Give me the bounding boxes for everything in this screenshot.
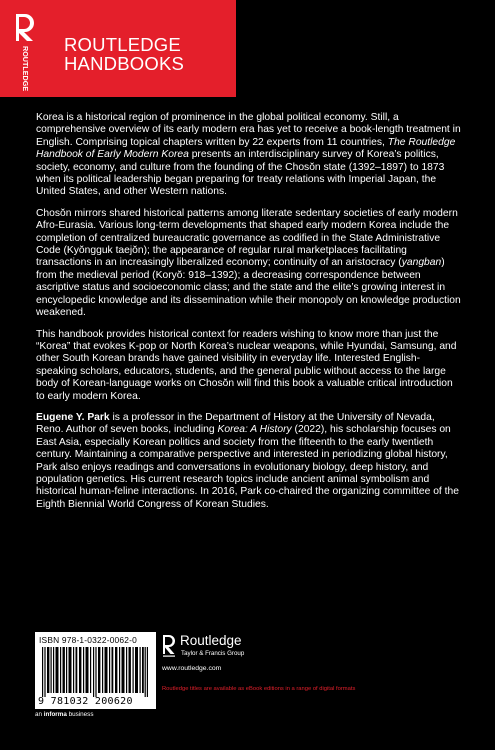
series-banner [0, 0, 236, 97]
description-paragraph-3: This handbook provides historical context for readers wishing to know more than just the “Korea” that evokes K-pop or North Korea’s nuclear weapons, while Hyundai, Samsung, and other South Korean brands have gained visibility in everyday life. Interested English-speaking scholars, educators, students, and the general public without access to the large body of Korean-language works on Chosŏn will find this book a valuable critical introduction to early modern Korea. [36, 328, 457, 402]
informa-business: an informa business [35, 711, 94, 718]
term-yangban: yangban [401, 257, 442, 269]
logo-wordmark: ROUTLEDGE [21, 46, 31, 92]
publisher-website: www.routledge.com [162, 665, 222, 672]
barcode-icon [42, 647, 148, 697]
description-paragraph-1: Korea is a historical region of prominence in the global political economy. Still, a comprehensive overview of its early modern era has yet to receive a book-length treatment in English. Comprising topical chapters written by 22 experts from 11 countries, The Routledge Handbook of Early Modern Korea presents an interdisciplinary survey of Korea’s politics, society, economy, and culture from the founding of the Chosŏn state (1392–1897) to 1873 when its political leadership began preparing for treaty relations with Imperial Japan, the United States, and other Western nations. [36, 112, 461, 198]
series-title-line1: ROUTLEDGE [64, 34, 181, 55]
author-book-title: Korea: A History [217, 424, 292, 436]
author-bio: Eugene Y. Park is a professor in the Department of History at the University of Nevada, Reno. Author of seven books, including Korea: A History (2022), his scholarship focuses on East Asia, especially Korean politics and society from the fifteenth to the early twentieth century. Maintaining a comparative perspective and interested in periodizing global history, Park also enjoys readings and conversations in evolutionary biology, deep history, and population genetics. His current research topics include ancient animal symbolism and historical human-feline interactions. In 2016, Park co-chaired the organizing committee of the Eighth Biennial World Congress of Korean Studies. [36, 411, 459, 510]
author-name: Eugene Y. Park [36, 411, 110, 423]
routledge-logo-icon [162, 634, 176, 658]
ebook-note: Routledge titles are available as eBook editions in a range of digital formats [162, 686, 356, 692]
isbn-number: ISBN 978-1-0322-0062-0 [39, 635, 137, 645]
barcode-box [35, 632, 156, 709]
series-title [64, 35, 184, 73]
publisher-name: Routledge [180, 633, 242, 648]
series-title-line2: HANDBOOKS [64, 53, 185, 74]
back-cover-text [36, 112, 461, 520]
routledge-vertical-logo [12, 12, 38, 94]
barcode-digits: 9 781032 200620 [38, 696, 133, 707]
description-paragraph-2: Chosŏn mirrors shared historical patterns among literate sedentary societies of early modern Afro-Eurasia. Various long-term developments that shaped early modern Korea include the completion of centralized bureaucratic governance as codified in the State Administrative Code (Kyŏngguk taejŏn); the appearance of regular rural marketplaces facilitating transactions in an increasingly liberalized economy; continuity of an aristocracy (yangban) from the medieval period (Koryŏ: 918–1392); a decreasing correspondence between ascriptive status and socioeconomic class; and the state and the elite’s growing interest in encyclopedic knowledge and its dissemination while their monopoly on knowledge production weakened. [36, 207, 461, 319]
publisher-tagline: Taylor & Francis Group [181, 650, 245, 657]
book-title-italic: The Routledge Handbook of Early Modern Korea [36, 136, 456, 161]
